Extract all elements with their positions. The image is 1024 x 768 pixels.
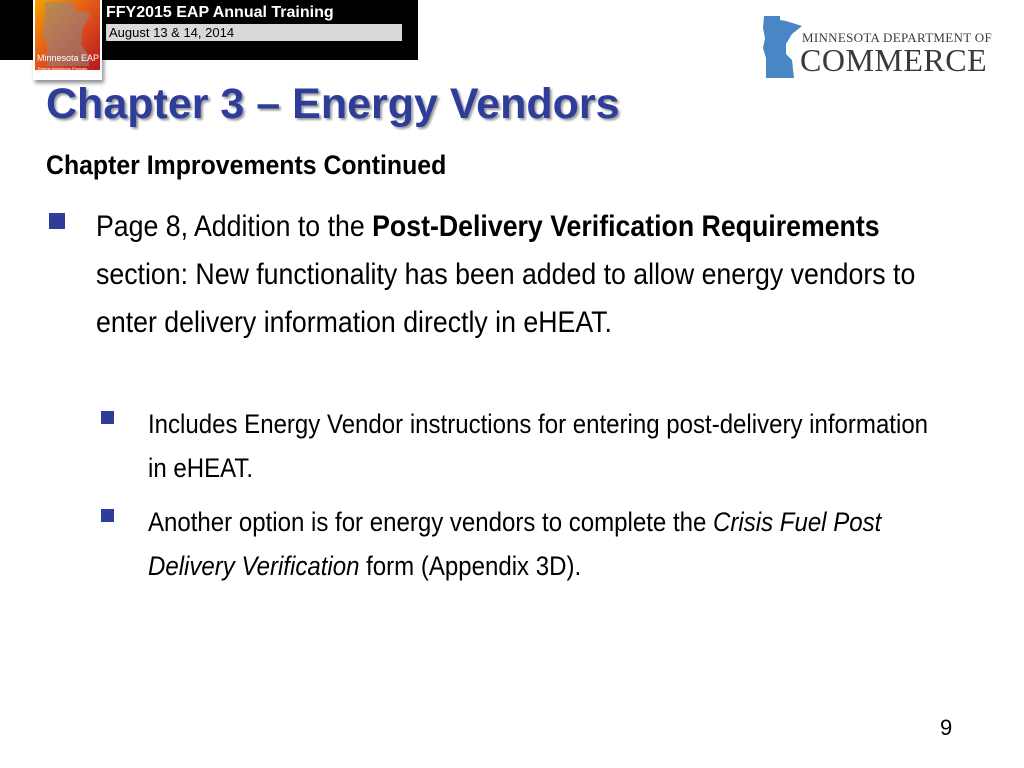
commerce-dept-label: MINNESOTA DEPARTMENT OF [802,30,992,45]
sub-bullet [98,500,958,588]
page-number: 9 [940,715,953,740]
eap-logo-text: Minnesota EAP [37,53,100,63]
commerce-wordmark: COMMERCE [800,42,988,78]
sub-bullet-text: Includes Energy Vendor instructions for entering post-delivery information in eHEAT. [148,409,929,483]
sub-bullet [98,402,958,490]
bullet-square-icon [49,213,65,229]
main-bullet [46,203,946,347]
sub-bullet-text: Another option is for energy vendors to complete the Crisis Fuel Post Delivery Verification form (Appendix 3D). [148,507,882,581]
slide-subtitle: Chapter Improvements Continued [46,150,447,180]
form-name: Crisis Fuel Post Delivery Verification [148,507,882,581]
banner-date: August 13 & 14, 2014 [106,24,402,41]
eap-logo [33,0,102,80]
bullet-square-icon [101,411,114,424]
main-bullet-text: Page 8, Addition to the Post-Delivery Verification Requirements section: New functionality has been added to allow energy vendors to enter delivery information directly in eHEAT. [96,210,916,339]
commerce-logo [762,14,990,82]
bullet-square-icon [101,509,114,522]
bullet-bold-term: Post-Delivery Verification Requirements [372,210,880,243]
banner-title: FFY2015 EAP Annual Training [106,4,334,21]
minnesota-state-icon [762,14,804,80]
eap-logo-subtext: Energy Assistance Program [38,66,88,71]
slide-title: Chapter 3 – Energy Vendors [46,80,620,128]
